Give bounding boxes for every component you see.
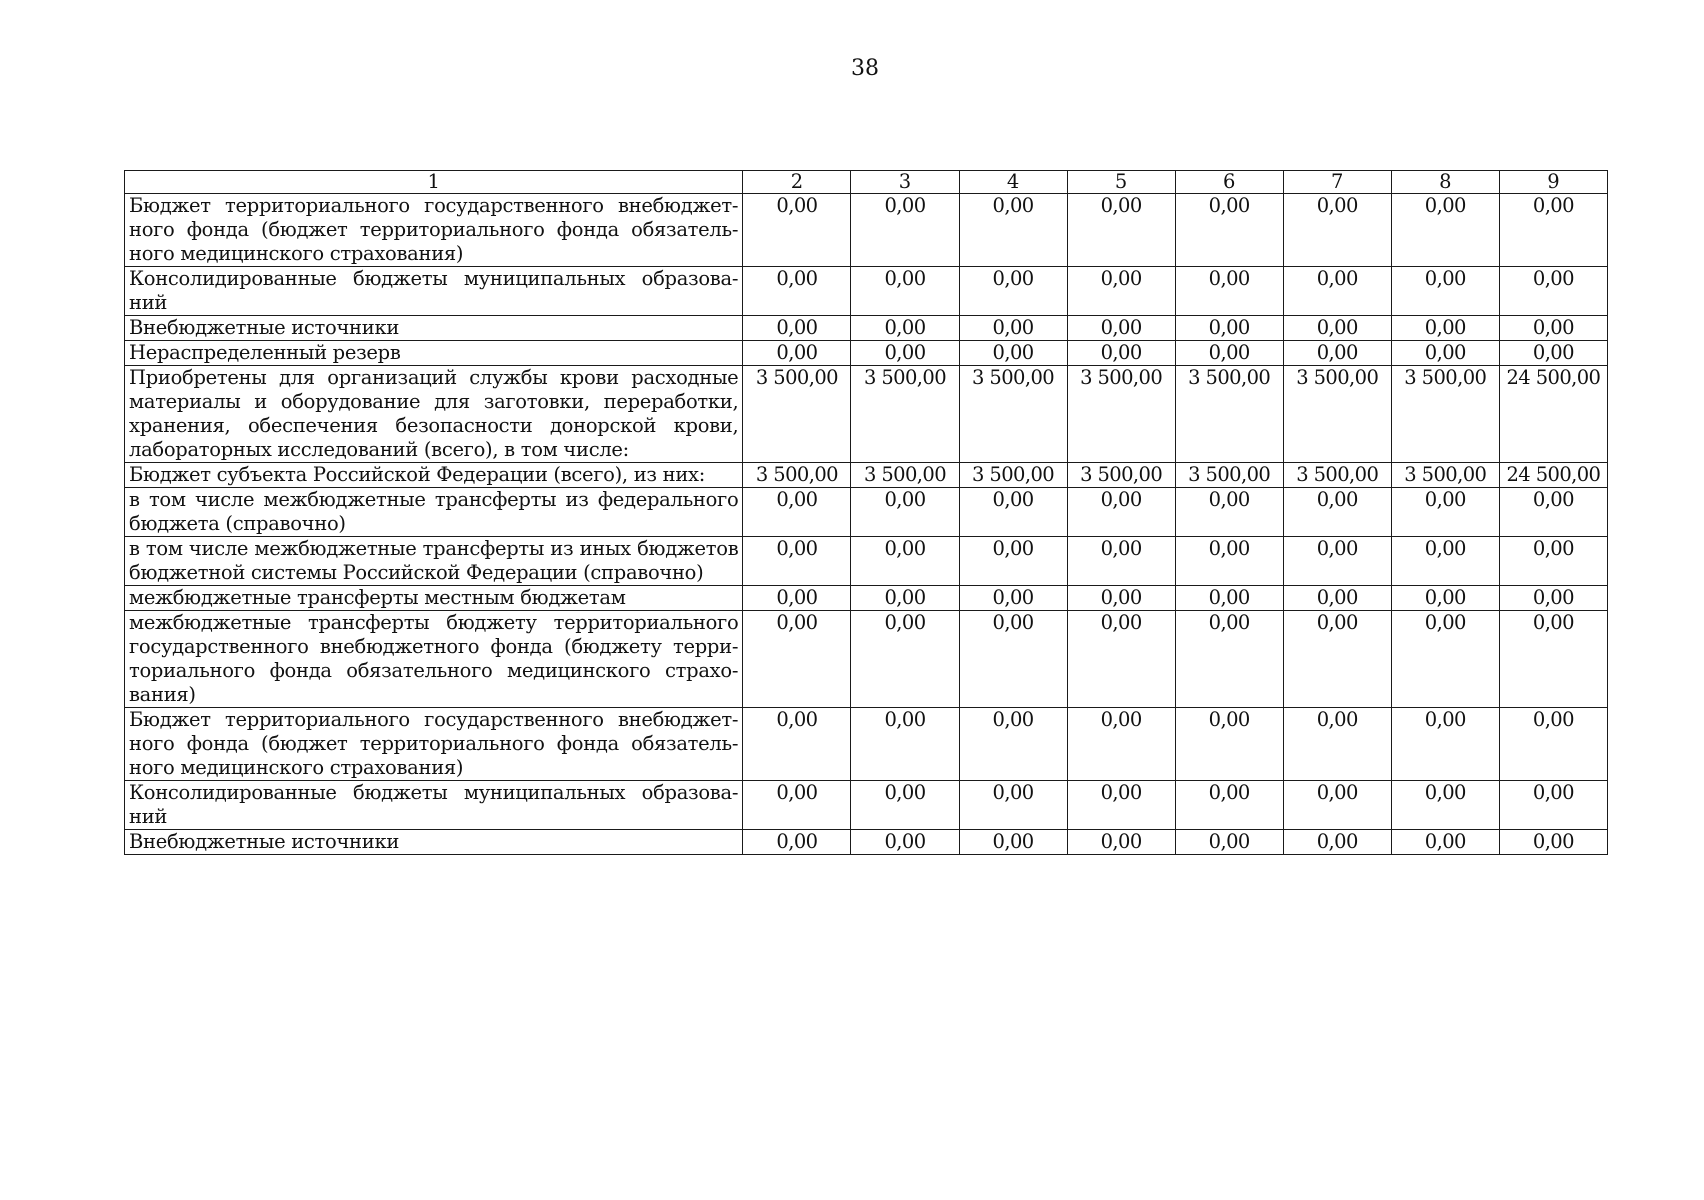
row-value: 0,00 [1283, 830, 1391, 855]
row-label: Приобретены для организаций службы крови расходные материалы и оборудование для заготовки, переработки, хранения, обеспечения безопасности донорской крови, лабораторных исследований (всего), в том числе: [125, 366, 743, 463]
table-row [125, 488, 1608, 537]
row-value: 0,00 [1499, 586, 1607, 611]
row-value: 0,00 [1499, 341, 1607, 366]
row-value: 0,00 [1175, 341, 1283, 366]
row-value: 24 500,00 [1499, 366, 1607, 463]
column-header: 6 [1175, 171, 1283, 194]
row-value: 3 500,00 [1175, 366, 1283, 463]
row-value: 0,00 [1283, 267, 1391, 316]
row-value: 0,00 [1175, 488, 1283, 537]
row-value: 0,00 [1499, 316, 1607, 341]
row-value: 0,00 [1499, 611, 1607, 708]
table-row [125, 708, 1608, 781]
row-value: 0,00 [1283, 341, 1391, 366]
row-value: 3 500,00 [1067, 366, 1175, 463]
row-value: 0,00 [1067, 830, 1175, 855]
row-value: 24 500,00 [1499, 463, 1607, 488]
row-label: Консолидированные бюджеты муниципальных образований [125, 267, 743, 316]
row-value: 0,00 [1499, 488, 1607, 537]
row-value: 0,00 [1175, 194, 1283, 267]
column-header: 5 [1067, 171, 1175, 194]
row-label: Внебюджетные источники [125, 316, 743, 341]
row-value: 0,00 [1067, 586, 1175, 611]
table-row [125, 366, 1608, 463]
row-label: Бюджет субъекта Российской Федерации (всего), из них: [125, 463, 743, 488]
row-value: 0,00 [959, 537, 1067, 586]
table-row [125, 586, 1608, 611]
row-value: 0,00 [1067, 488, 1175, 537]
row-value: 3 500,00 [851, 463, 959, 488]
row-label: в том числе межбюджетные трансферты из иных бюджетов бюджетной системы Российской Федерации (справочно) [125, 537, 743, 586]
row-value: 3 500,00 [1283, 463, 1391, 488]
row-value: 0,00 [959, 194, 1067, 267]
row-value: 0,00 [1175, 611, 1283, 708]
row-value: 0,00 [1499, 708, 1607, 781]
row-label: Внебюджетные источники [125, 830, 743, 855]
budget-table [124, 170, 1608, 855]
row-value: 3 500,00 [851, 366, 959, 463]
row-value: 3 500,00 [1283, 366, 1391, 463]
row-value: 0,00 [1283, 194, 1391, 267]
row-value: 0,00 [959, 830, 1067, 855]
column-header: 9 [1499, 171, 1607, 194]
row-value: 0,00 [1283, 611, 1391, 708]
row-value: 0,00 [851, 830, 959, 855]
row-value: 0,00 [1067, 611, 1175, 708]
row-value: 0,00 [743, 267, 851, 316]
row-value: 0,00 [851, 611, 959, 708]
row-value: 0,00 [1067, 267, 1175, 316]
row-value: 0,00 [851, 781, 959, 830]
row-value: 0,00 [743, 830, 851, 855]
row-value: 0,00 [959, 488, 1067, 537]
row-value: 3 500,00 [959, 366, 1067, 463]
table-row [125, 316, 1608, 341]
row-value: 0,00 [1391, 781, 1499, 830]
row-label: Консолидированные бюджеты муниципальных образований [125, 781, 743, 830]
row-value: 0,00 [743, 488, 851, 537]
row-value: 0,00 [959, 267, 1067, 316]
row-label: Бюджет территориального государственного внебюджетного фонда (бюджет территориального фонда обязательного медицинского страхования) [125, 708, 743, 781]
row-value: 0,00 [851, 267, 959, 316]
row-value: 0,00 [1067, 708, 1175, 781]
row-value: 0,00 [1175, 267, 1283, 316]
row-value: 0,00 [959, 586, 1067, 611]
row-value: 0,00 [1391, 611, 1499, 708]
table-row [125, 194, 1608, 267]
row-value: 0,00 [1175, 708, 1283, 781]
row-label: межбюджетные трансферты бюджету территориального государственного внебюджетного фонда (бюджету территориального фонда обязательного медицинского страхования) [125, 611, 743, 708]
row-value: 3 500,00 [1391, 366, 1499, 463]
row-value: 0,00 [1067, 194, 1175, 267]
row-value: 0,00 [1391, 708, 1499, 781]
row-value: 3 500,00 [1067, 463, 1175, 488]
table-row [125, 537, 1608, 586]
column-header: 8 [1391, 171, 1499, 194]
row-value: 0,00 [1067, 316, 1175, 341]
table-row [125, 830, 1608, 855]
row-value: 0,00 [959, 316, 1067, 341]
row-value: 0,00 [1391, 316, 1499, 341]
row-value: 3 500,00 [959, 463, 1067, 488]
row-label: в том числе межбюджетные трансферты из федерального бюджета (справочно) [125, 488, 743, 537]
row-value: 0,00 [1283, 316, 1391, 341]
row-value: 0,00 [743, 194, 851, 267]
row-value: 3 500,00 [743, 463, 851, 488]
row-value: 0,00 [1175, 537, 1283, 586]
row-value: 0,00 [743, 341, 851, 366]
table-row [125, 781, 1608, 830]
row-value: 0,00 [743, 781, 851, 830]
row-value: 0,00 [1283, 537, 1391, 586]
row-value: 0,00 [743, 586, 851, 611]
row-value: 0,00 [1499, 194, 1607, 267]
row-value: 0,00 [743, 611, 851, 708]
row-value: 0,00 [959, 341, 1067, 366]
row-value: 0,00 [1391, 488, 1499, 537]
row-label: межбюджетные трансферты местным бюджетам [125, 586, 743, 611]
row-value: 0,00 [851, 194, 959, 267]
row-value: 0,00 [1283, 586, 1391, 611]
row-value: 0,00 [1391, 537, 1499, 586]
row-value: 0,00 [1175, 830, 1283, 855]
row-value: 0,00 [1391, 830, 1499, 855]
row-value: 0,00 [1175, 316, 1283, 341]
column-header: 3 [851, 171, 959, 194]
row-value: 0,00 [851, 316, 959, 341]
column-header: 4 [959, 171, 1067, 194]
table-row [125, 611, 1608, 708]
column-header: 7 [1283, 171, 1391, 194]
row-value: 0,00 [1391, 341, 1499, 366]
row-value: 0,00 [959, 611, 1067, 708]
row-value: 0,00 [1175, 781, 1283, 830]
row-value: 0,00 [1067, 781, 1175, 830]
row-value: 0,00 [743, 537, 851, 586]
row-value: 0,00 [1283, 488, 1391, 537]
row-value: 0,00 [851, 341, 959, 366]
table-row [125, 267, 1608, 316]
row-value: 0,00 [1499, 830, 1607, 855]
row-value: 0,00 [851, 708, 959, 781]
row-value: 0,00 [1391, 586, 1499, 611]
table-row [125, 463, 1608, 488]
row-value: 0,00 [1391, 194, 1499, 267]
row-value: 3 500,00 [1175, 463, 1283, 488]
row-label: Нераспределенный резерв [125, 341, 743, 366]
row-value: 0,00 [1391, 267, 1499, 316]
row-value: 0,00 [959, 708, 1067, 781]
table-row [125, 341, 1608, 366]
row-label: Бюджет территориального государственного внебюджетного фонда (бюджет территориального фонда обязательного медицинского страхования) [125, 194, 743, 267]
row-value: 0,00 [1283, 781, 1391, 830]
row-value: 0,00 [959, 781, 1067, 830]
row-value: 0,00 [851, 488, 959, 537]
row-value: 3 500,00 [743, 366, 851, 463]
row-value: 0,00 [1283, 708, 1391, 781]
row-value: 0,00 [1067, 537, 1175, 586]
page-number: 38 [851, 56, 879, 81]
header-row [125, 171, 1608, 194]
row-value: 0,00 [851, 537, 959, 586]
column-header: 2 [743, 171, 851, 194]
row-value: 0,00 [1499, 267, 1607, 316]
row-value: 0,00 [1175, 586, 1283, 611]
row-value: 0,00 [743, 316, 851, 341]
row-value: 0,00 [743, 708, 851, 781]
row-value: 0,00 [1499, 781, 1607, 830]
row-value: 0,00 [1067, 341, 1175, 366]
row-value: 0,00 [851, 586, 959, 611]
row-value: 0,00 [1499, 537, 1607, 586]
column-header: 1 [125, 171, 743, 194]
row-value: 3 500,00 [1391, 463, 1499, 488]
